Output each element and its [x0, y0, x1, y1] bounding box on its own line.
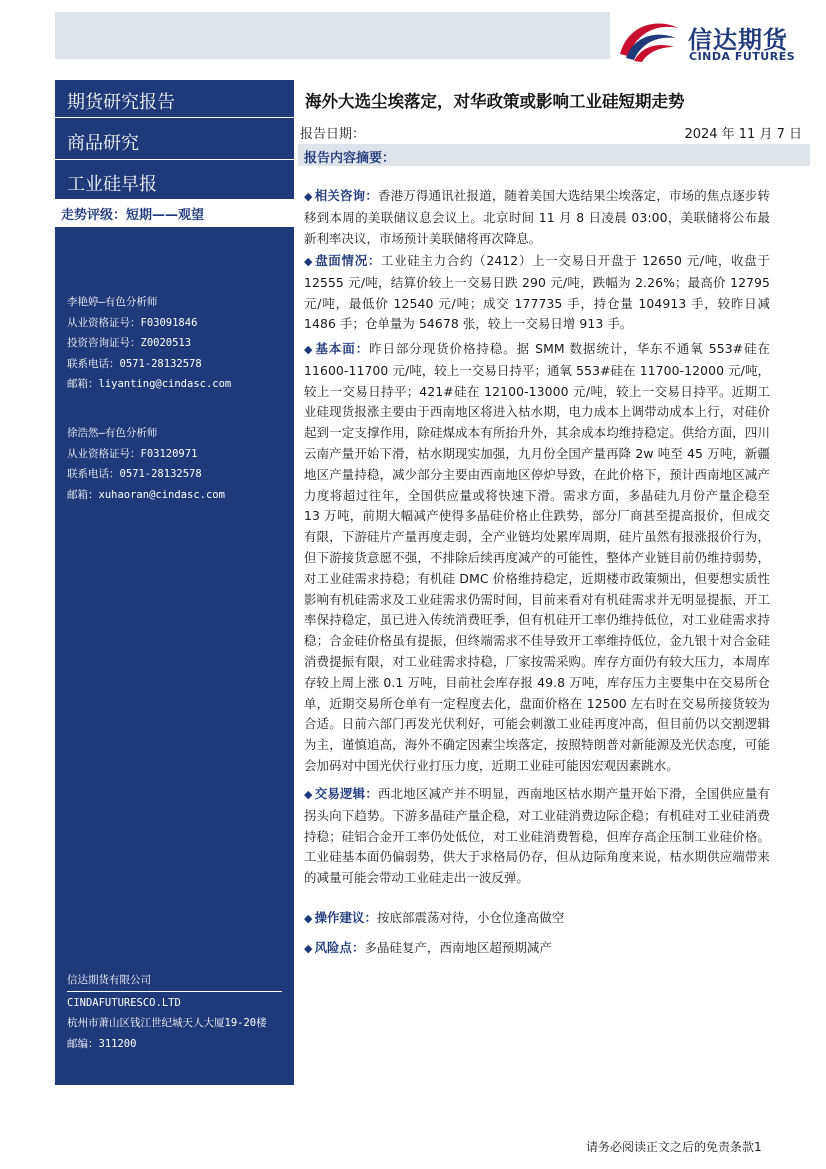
- section-text: 多晶硅复产，西南地区超预期减产: [364, 940, 552, 955]
- company-divider: [67, 991, 282, 992]
- cinda-emblem-icon: [614, 14, 682, 64]
- analyst-cert: 从业资格证号：F03091846: [67, 316, 198, 329]
- analyst-name: 徐浩然—有色分析师: [67, 427, 158, 439]
- diamond-bullet-icon: ◆: [304, 942, 313, 955]
- section-fundamentals: [304, 339, 770, 777]
- sidebar: [55, 80, 294, 1085]
- analyst-name: 李艳婷—有色分析师: [67, 296, 158, 308]
- report-type-title: 期货研究报告: [67, 92, 175, 113]
- logo-text-cn: 信达期货: [688, 26, 788, 54]
- diamond-bullet-icon: ◆: [304, 343, 314, 356]
- section-market-overview: [304, 251, 770, 335]
- report-product-title: 工业硅早报: [67, 174, 157, 195]
- section-text: 西北地区减产并不明显，西南地区枯水期产量开始下滑，全国供应量有拐头向下趋势。下游多晶硅产量企稳，对工业硅消费边际企稳；有机硅对工业硅消费持稳；硅铝合金开工率仍处低位，对工业硅消费暂稳，但库存高企压制工业硅价格。工业硅基本面仍偏弱势，供大于求格局仍存，但从边际角度来说，枯水期供应端带来的减量可能会带动工业硅走出一波反弹。: [304, 786, 771, 886]
- sidebar-divider: [55, 117, 294, 118]
- section-operation-advice: [304, 908, 770, 930]
- section-risk-points: [304, 938, 770, 960]
- report-date-row: [300, 123, 810, 143]
- section-text: 工业硅主力合约（2412）上一交易日开盘于 12650 元/吨，收盘于 12555 元/吨，结算价较上一交易日跌 290 元/吨，跌幅为 2.26%；最高价 12795 元/吨，最低价 12540 元/吨；成交 177735 手，持仓量 104913 手，较昨日减 1486 手；仓单量为 54678 张，较上一交易日增 913 手。: [304, 253, 770, 332]
- company-name: 信达期货有限公司: [67, 974, 151, 986]
- section-label: 盘面情况：: [315, 253, 382, 268]
- footer-disclaimer: 请务必阅读正文之后的免责条款1: [586, 1140, 762, 1154]
- analyst-email: 邮箱：liyanting@cindasc.com: [67, 378, 232, 390]
- analyst-phone: 联系电话：0571-28132578: [67, 468, 202, 480]
- trend-rating: 走势评级：短期——观望: [61, 208, 205, 223]
- company-site: CINDAFUTURESCO.LTD: [67, 996, 181, 1009]
- section-label: 基本面：: [315, 341, 370, 356]
- company-info: [67, 970, 282, 1054]
- section-label: 交易逻辑：: [314, 786, 378, 801]
- report-date-value: 2024 年 11 月 7 日: [684, 127, 802, 142]
- section-text: 香港万得通讯社报道，随着美国大选结果尘埃落定，市场的焦点逐步转移到本周的美联储议息会议上。北京时间 11 月 8 日凌晨 03:00，美联储将公布最新利率决议，市场预计美联储将再次降息。: [304, 188, 771, 246]
- section-trading-logic: [304, 784, 770, 889]
- section-label: 相关咨询：: [314, 188, 378, 203]
- header-band: [55, 12, 610, 59]
- section-related-news: [304, 186, 770, 249]
- diamond-bullet-icon: ◆: [304, 255, 314, 268]
- diamond-bullet-icon: ◆: [304, 912, 313, 925]
- section-text: 昨日部分现货价格持稳。据 SMM 数据统计，华东不通氧 553#硅在 11600-11700 元/吨，较上一交易日持平；通氧 553#硅在 11700-12000 元/吨，较上一交易日持平；421#硅在 12100-13000 元/吨，较上一交易日持平。近期工业硅现货报涨主要由于西南地区将进入枯水期，电力成本上调带动成本上行，对硅价起到一定支撑作用，除硅煤成本有所抬升外，其余成本均维持稳定。供给方面，四川云南产量开始下滑，枯水期现实加强，九月份全国产量再降 2w 吨至 45 万吨，新疆地区产量持稳，减少部分主要由西南地区停炉导致，在此价格下，预计西南地区减产力度将超过往年，全国供应量或将快速下滑。需求方面，多晶硅九月份产量企稳至 13 万吨，前期大幅减产使得多晶硅价格止住跌势，部分厂商甚至提高报价，但成交有限，下游硅片产量再度走弱，全产业链均处累库周期，硅片虽然有报涨报价行为，但下游接货意愿不强，不排除后续再度减产的可能性，整体产业链目前仍维持弱势，对工业硅需求持稳；有机硅 DMC 价格维持稳定，近期楼市政策频出，但要想实质性影响有机硅需求及工业硅需求仍需时间，目前来看对有机硅需求并无明显提振，开工率保持稳定，虽已进入传统消费旺季，但有机硅开工率仍维持低位，对工业硅需求持稳；合金硅价格虽有提振，但终端需求不佳导致开工率维持低位，金九银十对合金硅消费提振有限，对工业硅需求持稳，厂家按需采购。库存方面仍有较大压力，本周库存较上周上涨 0.1 万吨，目前社会库存报 49.8 万吨，库存压力主要集中在交易所仓单，近期交易所仓单有一定程度去化，盘面价格在 12500 左右时在交易所接货较为合适。日前六部门再发光伏利好，可能会刺激工业硅再度冲高，但目前仍以交割逻辑为主，谨慎追高，海外不确定因素尘埃落定，按照特朗普对新能源及光伏态度，可能会加码对中国光伏行业打压力度，近期工业硅可能因宏观因素跳水。: [304, 341, 770, 773]
- sidebar-divider: [55, 159, 294, 160]
- diamond-bullet-icon: ◆: [304, 190, 313, 203]
- analyst-advisory-cert: 投资咨询证号：Z0020513: [67, 337, 192, 349]
- section-label: 操作建议：: [314, 910, 378, 925]
- summary-header: [298, 144, 810, 166]
- diamond-bullet-icon: ◆: [304, 788, 313, 801]
- analyst-email: 邮箱：xuhaoran@cindasc.com: [67, 488, 225, 501]
- analyst-cert: 从业资格证号：F03120971: [67, 447, 198, 460]
- section-text: 按底部震荡对待，小仓位逢高做空: [377, 910, 565, 925]
- section-label: 风险点：: [314, 940, 365, 955]
- report-title: 海外大选尘埃落定，对华政策或影响工业硅短期走势: [305, 92, 685, 111]
- company-logo: [612, 14, 802, 64]
- company-address: 杭州市萧山区钱江世纪城天人大厦19-20楼: [67, 1017, 267, 1029]
- company-postcode: 邮编：311200: [67, 1037, 137, 1050]
- report-date-label: 报告日期：: [300, 127, 366, 142]
- logo-text-en: CINDA FUTURES: [689, 50, 796, 63]
- rating-box: [55, 199, 294, 227]
- analyst-phone: 联系电话：0571-28132578: [67, 357, 202, 370]
- analyst-2: [67, 423, 225, 505]
- analyst-1: [67, 292, 231, 395]
- summary-label: 报告内容摘要：: [304, 151, 396, 166]
- report-category-title: 商品研究: [67, 133, 139, 154]
